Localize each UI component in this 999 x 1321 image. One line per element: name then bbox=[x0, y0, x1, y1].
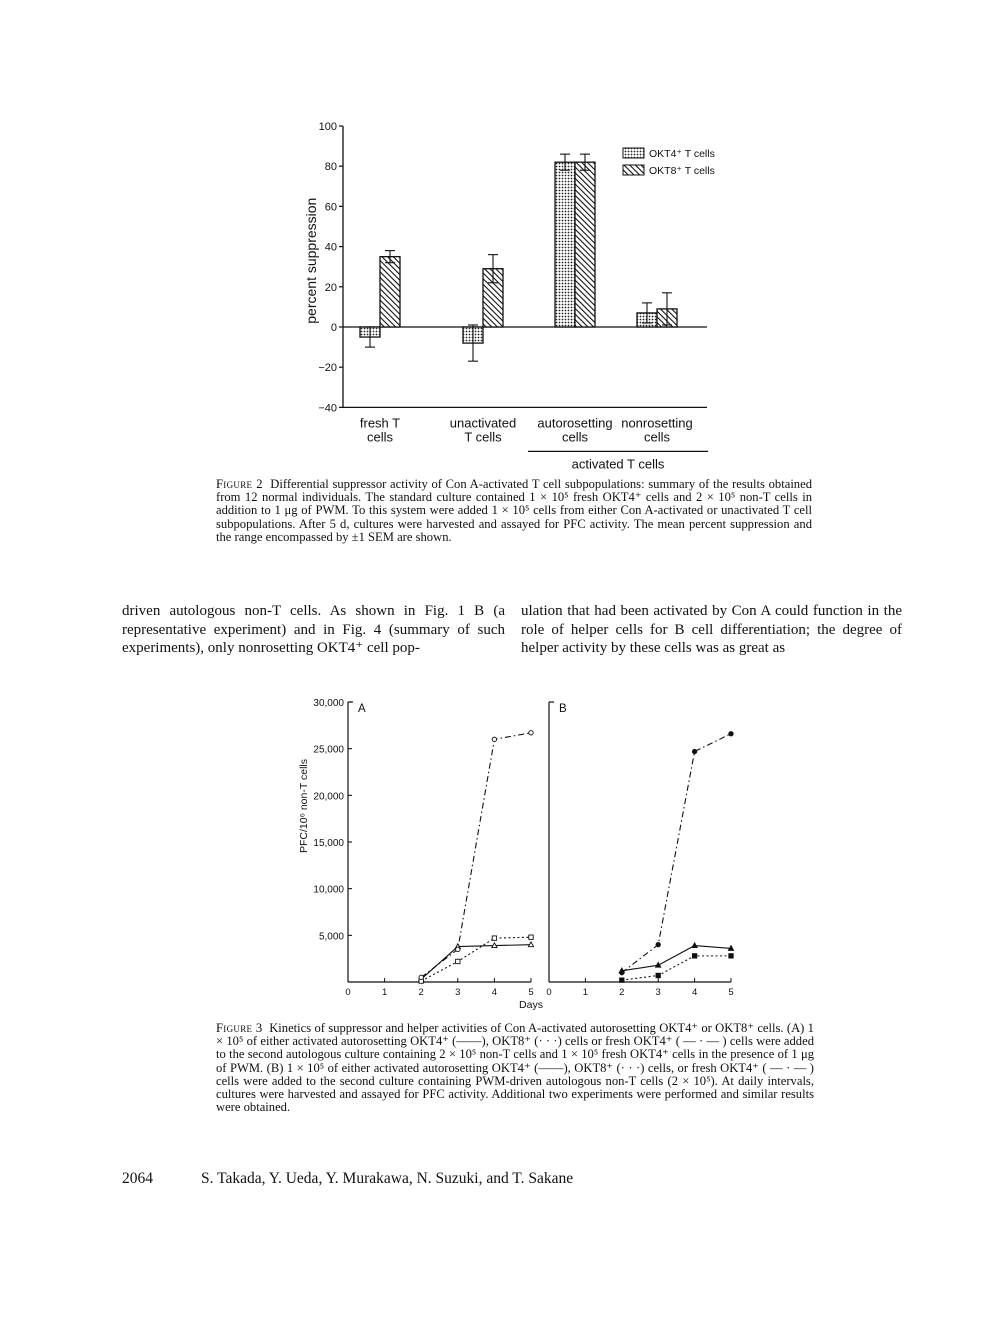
figure-2-bar-chart bbox=[0, 0, 999, 470]
data-point-circle bbox=[492, 737, 496, 741]
x-tick-label: 0 bbox=[546, 987, 552, 998]
page-number: 2064 bbox=[122, 1170, 153, 1187]
y-tick-label: 25,000 bbox=[313, 744, 344, 756]
data-point-square bbox=[692, 954, 696, 958]
panel-label: A bbox=[358, 703, 366, 715]
x-tick-label: 3 bbox=[655, 987, 661, 998]
x-tick-label: 5 bbox=[528, 987, 534, 998]
data-point-square bbox=[492, 936, 496, 940]
y-tick-label: 10,000 bbox=[313, 884, 344, 896]
category-label: autorosetting bbox=[537, 415, 613, 431]
data-point-circle bbox=[620, 970, 624, 974]
x-axis-label: Days bbox=[519, 999, 543, 1011]
data-point-circle bbox=[419, 975, 423, 979]
figure-3-caption bbox=[216, 1022, 814, 1114]
data-point-circle bbox=[656, 942, 660, 946]
x-tick-label: 4 bbox=[491, 987, 498, 998]
y-tick-label: −20 bbox=[318, 362, 337, 375]
figure-2-caption-text: Differential suppressor activity of Con A-activated T cell subpopulations: summary of the results obtained from 12 normal individuals. The standard culture contained 1 × 10⁵ fresh OKT4⁺ cells and 2 × 10⁵ non-T cells in addition to 1 μg of PWM. To this system were added 1 × 10⁵ cells from either Con A-activated or unactivated T cell subpopulations. After 5 d, cultures were harvested and assayed for PFC activity. The mean percent suppression and the range encompassed by ±1 SEM are shown. bbox=[216, 477, 812, 544]
category-label: nonrosetting bbox=[621, 415, 693, 431]
legend-label: OKT8⁺ T cells bbox=[649, 165, 715, 177]
y-tick-label: 20 bbox=[324, 281, 337, 294]
body-text-left-column: driven autologous non-T cells. As shown in Fig. 1 B (a representative experiment) and in Fig. 4 (summary of such experiments), only nonrosetting OKT4⁺ cell pop- bbox=[122, 603, 505, 656]
x-tick-label: 1 bbox=[582, 987, 589, 998]
figure-2-label: Figure 2 bbox=[216, 477, 263, 491]
y-tick-label: 15,000 bbox=[313, 838, 344, 849]
group-label: activated T cells bbox=[571, 456, 665, 470]
legend-swatch bbox=[623, 148, 644, 158]
figure-3-line-charts bbox=[0, 680, 999, 1015]
y-axis-label: percent suppression bbox=[303, 197, 319, 324]
author-line: S. Takada, Y. Ueda, Y. Murakawa, N. Suzuki, and T. Sakane bbox=[201, 1170, 574, 1187]
series-line-dashdot bbox=[622, 734, 731, 973]
x-tick-label: 4 bbox=[691, 987, 698, 998]
data-point-square bbox=[620, 978, 624, 982]
figure-3-caption-text: Kinetics of suppressor and helper activities of Con A-activated autorosetting OKT4⁺ or OKT8⁺ cells. (A) 1 × 10⁵ of either activated autorosetting OKT4⁺ (——), OKT8⁺ (· · ·) cells or fresh OKT4⁺ ( — · — ) cells were added to the second autologous culture containing 2 × 10⁵ non-T cells and 1 × 10⁵ fresh OKT4⁺ cells in the presence of 1 μg of PWM. (B) 1 × 10⁵ of either activated autorosetting OKT4⁺ (——), OKT8⁺ (· · ·) cells, or fresh OKT4⁺ ( — · — ) cells were added to the second culture containing PWM-driven autologous non-T cells (2 × 10⁵). At daily intervals, cultures were harvested and assayed for PFC activity. Additional two experiments were performed and similar results were obtained. bbox=[216, 1021, 814, 1115]
data-point-circle bbox=[692, 749, 696, 753]
y-tick-label: 40 bbox=[324, 241, 337, 254]
data-point-square bbox=[729, 954, 733, 958]
bar-okt8 bbox=[380, 257, 400, 327]
data-point-square bbox=[656, 973, 660, 977]
y-axis-label: PFC/10⁶ non-T cells bbox=[298, 759, 310, 853]
category-label: cells bbox=[366, 429, 394, 445]
y-tick-label: 20,000 bbox=[313, 791, 344, 803]
data-point-circle bbox=[456, 947, 460, 951]
data-point-circle bbox=[729, 732, 733, 736]
series-line-solid bbox=[622, 946, 731, 971]
y-tick-label: 30,000 bbox=[313, 698, 344, 709]
category-label: cells bbox=[561, 429, 589, 445]
y-tick-label: 80 bbox=[324, 161, 337, 174]
y-tick-label: 60 bbox=[324, 201, 337, 214]
x-tick-label: 2 bbox=[619, 987, 625, 998]
legend-label: OKT4⁺ T cells bbox=[649, 148, 715, 160]
bar-okt8 bbox=[575, 162, 595, 327]
category-label: T cells bbox=[464, 429, 502, 445]
x-tick-label: 2 bbox=[418, 987, 424, 998]
body-text-right-column: ulation that had been activated by Con A could function in the role of helper cells for B cell differentiation; the degree of helper activity by these cells was as great as bbox=[521, 603, 902, 656]
legend-swatch bbox=[623, 165, 644, 175]
y-tick-label: 5,000 bbox=[318, 931, 344, 943]
category-label: cells bbox=[643, 429, 671, 445]
x-tick-label: 1 bbox=[381, 987, 388, 998]
data-point-circle bbox=[529, 731, 533, 735]
x-tick-label: 3 bbox=[455, 987, 461, 998]
data-point-square bbox=[529, 935, 533, 939]
series-line-dashdot bbox=[421, 733, 531, 978]
figure-3-label: Figure 3 bbox=[216, 1021, 263, 1035]
x-tick-label: 5 bbox=[728, 987, 734, 998]
y-tick-label: 0 bbox=[330, 322, 337, 334]
data-point-square bbox=[456, 959, 460, 963]
y-tick-label: 100 bbox=[318, 121, 337, 133]
series-line-dotted bbox=[421, 937, 531, 981]
y-tick-label: −40 bbox=[318, 402, 337, 415]
figure-2-caption bbox=[216, 478, 812, 544]
category-label: unactivated bbox=[449, 415, 517, 431]
panel-label: B bbox=[559, 703, 567, 715]
category-label: fresh T bbox=[359, 415, 401, 431]
x-tick-label: 0 bbox=[345, 987, 351, 998]
bar-okt4 bbox=[555, 162, 575, 327]
